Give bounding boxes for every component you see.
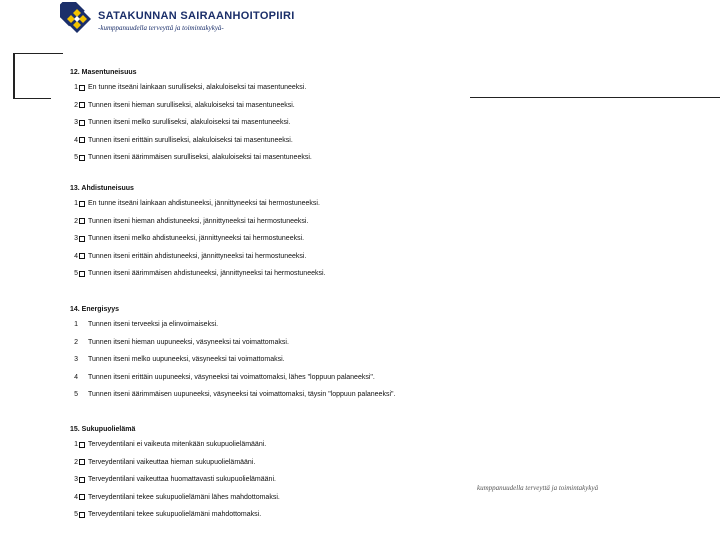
checkbox[interactable] bbox=[79, 218, 85, 224]
checkbox[interactable] bbox=[79, 102, 85, 108]
answer-option[interactable] bbox=[70, 265, 325, 283]
checkbox[interactable] bbox=[79, 271, 85, 277]
checkbox[interactable] bbox=[79, 494, 85, 500]
option-text: Terveydentilani vaikeuttaa hieman sukupuolielämääni. bbox=[88, 458, 256, 466]
option-text: Tunnen itseni äärimmäisen uupuneeksi, väsyneeksi tai voimattomaksi, täysin "loppuun palaneeksi". bbox=[88, 391, 396, 399]
option-text: Tunnen itseni erittäin ahdistuneeksi, jännittyneeksi tai hermostuneeksi. bbox=[88, 252, 307, 260]
question-title: 15. Sukupuolielämä bbox=[70, 426, 136, 433]
option-number: 3 bbox=[74, 476, 78, 484]
answer-option[interactable] bbox=[70, 351, 395, 369]
question-12-depression bbox=[70, 68, 312, 167]
option-text: Tunnen itseni terveeksi ja elinvoimaiseksi. bbox=[88, 321, 219, 329]
checkbox[interactable] bbox=[79, 155, 85, 161]
checkbox[interactable] bbox=[79, 85, 85, 91]
answer-option[interactable] bbox=[70, 489, 280, 507]
option-text: Terveydentilani tekee sukupuolielämäni lähes mahdottomaksi. bbox=[88, 493, 280, 501]
organization-logo bbox=[60, 2, 295, 38]
answer-option[interactable] bbox=[70, 316, 395, 334]
option-number: 4 bbox=[74, 493, 78, 501]
option-number: 3 bbox=[74, 356, 78, 364]
answer-option[interactable] bbox=[70, 114, 312, 132]
answer-option[interactable] bbox=[70, 132, 312, 150]
checkbox[interactable] bbox=[79, 357, 85, 363]
option-text: Terveydentilani vaikeuttaa huomattavasti sukupuolielämääni. bbox=[88, 476, 276, 484]
organization-slogan: -kumppanuudella terveyttä ja toimintakykyä- bbox=[98, 24, 224, 32]
answer-option[interactable] bbox=[70, 369, 395, 387]
option-text: Tunnen itseni melko uupuneeksi, väsyneeksi tai voimattomaksi. bbox=[88, 356, 285, 364]
answer-option[interactable] bbox=[70, 506, 280, 524]
option-text: Tunnen itseni erittäin uupuneeksi, väsyneeksi tai voimattomaksi, lähes "loppuun palaneeksi". bbox=[88, 373, 375, 381]
answer-option[interactable] bbox=[70, 454, 280, 472]
logo-emblem-icon bbox=[60, 2, 94, 36]
option-text: En tunne itseäni lainkaan ahdistuneeksi, jännittyneeksi tai hermostuneeksi. bbox=[88, 200, 320, 208]
option-text: Tunnen itseni hieman uupuneeksi, väsyneeksi tai voimattomaksi. bbox=[88, 338, 289, 346]
option-text: En tunne itseäni lainkaan surulliseksi, alakuloiseksi tai masentuneeksi. bbox=[88, 84, 307, 92]
option-number: 5 bbox=[74, 270, 78, 278]
option-number: 5 bbox=[74, 154, 78, 162]
checkbox[interactable] bbox=[79, 477, 85, 483]
option-number: 3 bbox=[74, 119, 78, 127]
checkbox[interactable] bbox=[79, 236, 85, 242]
answer-option[interactable] bbox=[70, 436, 280, 454]
option-text: Terveydentilani tekee sukupuolielämäni mahdottomaksi. bbox=[88, 511, 262, 519]
option-text: Tunnen itseni hieman ahdistuneeksi, jännittyneeksi tai hermostuneeksi. bbox=[88, 217, 309, 225]
checkbox[interactable] bbox=[79, 322, 85, 328]
corner-frame bbox=[13, 53, 51, 99]
checkbox[interactable] bbox=[79, 512, 85, 518]
option-number: 2 bbox=[74, 101, 78, 109]
option-text: Tunnen itseni äärimmäisen ahdistuneeksi, jännittyneeksi tai hermostuneeksi. bbox=[88, 270, 326, 278]
option-number: 4 bbox=[74, 136, 78, 144]
question-title: 13. Ahdistuneisuus bbox=[70, 185, 134, 192]
checkbox[interactable] bbox=[79, 201, 85, 207]
option-number: 2 bbox=[74, 338, 78, 346]
answer-option[interactable] bbox=[70, 248, 325, 266]
checkbox[interactable] bbox=[79, 442, 85, 448]
answer-option[interactable] bbox=[70, 195, 325, 213]
checkbox[interactable] bbox=[79, 339, 85, 345]
question-title: 14. Energisyys bbox=[70, 306, 120, 313]
option-number: 2 bbox=[74, 458, 78, 466]
answer-option[interactable] bbox=[70, 386, 395, 404]
option-number: 4 bbox=[74, 373, 78, 381]
answer-option[interactable] bbox=[70, 471, 280, 489]
option-number: 4 bbox=[74, 252, 78, 260]
option-text: Tunnen itseni melko surulliseksi, alakuloiseksi tai masentuneeksi. bbox=[88, 119, 291, 127]
answer-option[interactable] bbox=[70, 230, 325, 248]
option-number: 1 bbox=[74, 321, 78, 329]
question-title: 12. Masentuneisuus bbox=[70, 69, 137, 76]
checkbox[interactable] bbox=[79, 120, 85, 126]
organization-name: SATAKUNNAN SAIRAANHOITOPIIRI bbox=[98, 10, 295, 22]
option-text: Terveydentilani ei vaikeuta mitenkään sukupuolielämääni. bbox=[88, 441, 267, 449]
option-number: 1 bbox=[74, 200, 78, 208]
option-text: Tunnen itseni äärimmäisen surulliseksi, alakuloiseksi tai masentuneeksi. bbox=[88, 154, 312, 162]
option-text: Tunnen itseni hieman surulliseksi, alakuloiseksi tai masentuneeksi. bbox=[88, 101, 295, 109]
question-14-energy bbox=[70, 305, 395, 404]
corner-frame-line bbox=[49, 53, 63, 54]
divider-line bbox=[470, 97, 720, 98]
answer-option[interactable] bbox=[70, 149, 312, 167]
question-15-sexual-life bbox=[70, 425, 280, 524]
checkbox[interactable] bbox=[79, 374, 85, 380]
option-number: 5 bbox=[74, 511, 78, 519]
option-number: 5 bbox=[74, 391, 78, 399]
footer-slogan: kumppanuudella terveyttä ja toimintakykyä bbox=[477, 484, 599, 492]
option-number: 1 bbox=[74, 441, 78, 449]
checkbox[interactable] bbox=[79, 459, 85, 465]
option-text: Tunnen itseni erittäin surulliseksi, alakuloiseksi tai masentuneeksi. bbox=[88, 136, 293, 144]
option-number: 2 bbox=[74, 217, 78, 225]
checkbox[interactable] bbox=[79, 392, 85, 398]
question-13-anxiety bbox=[70, 184, 325, 283]
checkbox[interactable] bbox=[79, 253, 85, 259]
option-number: 1 bbox=[74, 84, 78, 92]
checkbox[interactable] bbox=[79, 137, 85, 143]
answer-option[interactable] bbox=[70, 97, 312, 115]
option-number: 3 bbox=[74, 235, 78, 243]
answer-option[interactable] bbox=[70, 334, 395, 352]
answer-option[interactable] bbox=[70, 79, 312, 97]
option-text: Tunnen itseni melko ahdistuneeksi, jännittyneeksi tai hermostuneeksi. bbox=[88, 235, 305, 243]
answer-option[interactable] bbox=[70, 213, 325, 231]
